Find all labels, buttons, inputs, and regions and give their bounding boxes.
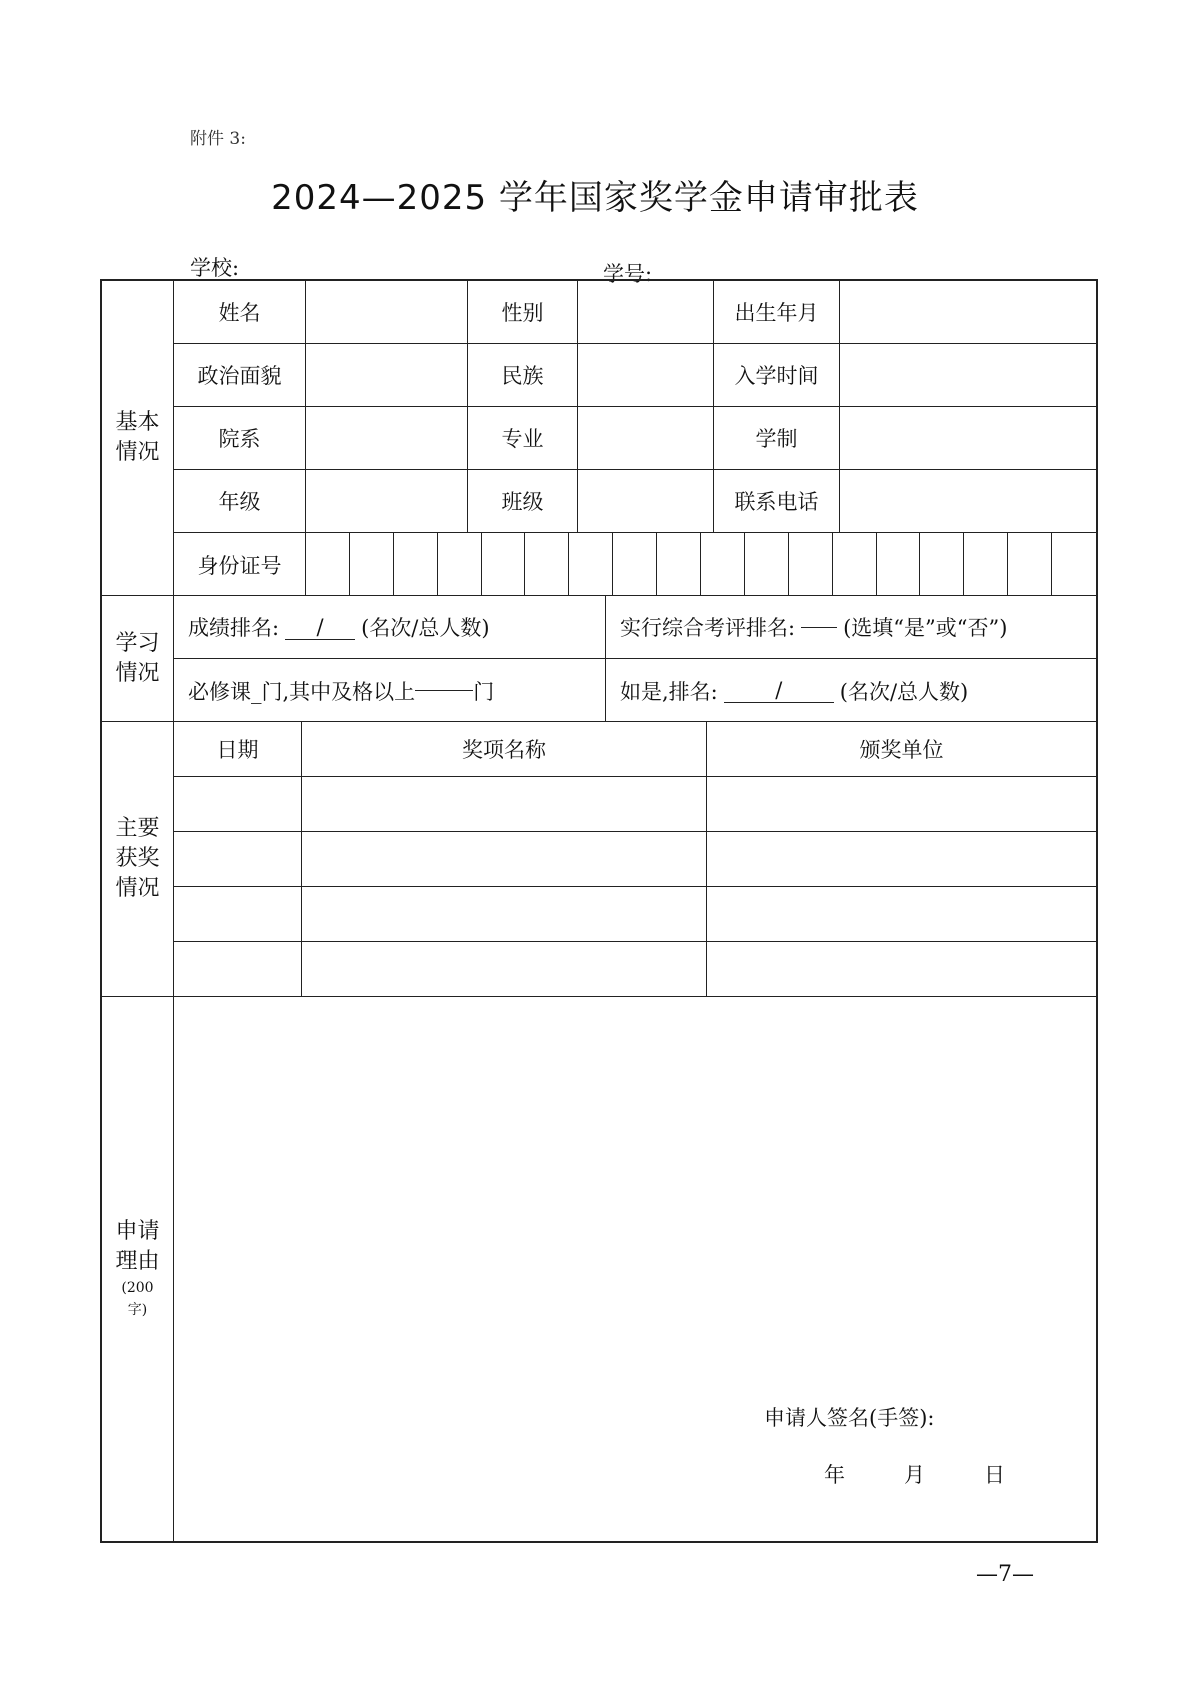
eval-label: 实行综合考评排名: (620, 616, 796, 640)
basic-row-4 (174, 470, 1096, 533)
id-digit-box[interactable] (920, 533, 964, 596)
reason-label: 申请理由 (200字) (102, 997, 174, 1541)
enroll-label: 入学时间 (714, 344, 840, 406)
grade-label: 年级 (174, 470, 306, 532)
issuer-header: 颁奖单位 (859, 738, 944, 762)
ifyes-cell (606, 659, 1096, 722)
id-digit-box[interactable] (1052, 533, 1096, 596)
rank-suffix: (名次/总人数) (361, 616, 490, 640)
course-cell (174, 659, 606, 722)
ifyes-blank[interactable]: / (724, 678, 834, 703)
award-row (174, 832, 1096, 887)
rank-label: 成绩排名: (188, 616, 280, 640)
student-no-label: 学号: (603, 262, 653, 286)
enroll-field[interactable] (840, 344, 1096, 406)
award-name-cell[interactable] (302, 777, 707, 831)
award-name-cell[interactable] (302, 832, 707, 886)
id-digit-box[interactable] (525, 533, 569, 596)
award-row (174, 887, 1096, 942)
award-date-cell[interactable] (174, 887, 302, 941)
award-issuer-cell[interactable] (707, 887, 1096, 941)
birth-label: 出生年月 (714, 281, 840, 343)
date-day: 日 (984, 1463, 1005, 1487)
page-number: —7— (976, 1562, 1034, 1587)
award-row (174, 777, 1096, 832)
course-unit: 门 (473, 679, 495, 704)
basic-row-1 (174, 281, 1096, 344)
id-row (174, 533, 1096, 596)
award-name-cell[interactable] (302, 887, 707, 941)
basic-row-3 (174, 407, 1096, 470)
attachment-label: 附件 3: (190, 129, 246, 149)
id-digit-box[interactable] (877, 533, 921, 596)
eval-blank[interactable] (801, 627, 837, 628)
word-limit: (200字) (121, 1280, 154, 1318)
study-section (102, 596, 1096, 722)
id-digit-box[interactable] (789, 533, 833, 596)
study-row-1 (174, 596, 1096, 659)
birth-field[interactable] (840, 281, 1096, 343)
awards-header-row (174, 722, 1096, 777)
id-digit-box[interactable] (350, 533, 394, 596)
award-date-cell[interactable] (174, 832, 302, 886)
ifyes-label: 如是,排名: (620, 679, 718, 704)
id-digit-box[interactable] (701, 533, 745, 596)
reason-section (102, 997, 1096, 1541)
id-digit-box[interactable] (745, 533, 789, 596)
political-label: 政治面貌 (174, 344, 306, 406)
id-digit-box[interactable] (306, 533, 350, 596)
class-label: 班级 (468, 470, 578, 532)
duration-field[interactable] (840, 407, 1096, 469)
award-row (174, 942, 1096, 997)
award-date-cell[interactable] (174, 942, 302, 997)
id-label: 身份证号 (174, 533, 306, 596)
basic-info-label: 基本情况 (102, 281, 174, 595)
page-title: 2024—2025 学年国家奖学金申请审批表 (271, 178, 919, 218)
id-digit-box[interactable] (1008, 533, 1052, 596)
eval-suffix: (选填“是”或“否”) (843, 616, 1008, 640)
class-field[interactable] (578, 470, 714, 532)
id-digit-box[interactable] (657, 533, 701, 596)
date-month: 月 (904, 1463, 925, 1487)
name-field[interactable] (306, 281, 468, 343)
study-row-2 (174, 659, 1096, 722)
awards-label: 主要获奖情况 (102, 722, 174, 996)
school-label: 学校: (190, 256, 240, 280)
phone-field[interactable] (840, 470, 1096, 532)
id-digit-box[interactable] (482, 533, 526, 596)
course-text: 必修课_门,其中及格以上 (188, 679, 416, 704)
date-year: 年 (824, 1463, 845, 1487)
study-label: 学习情况 (102, 596, 174, 721)
awards-section (102, 722, 1096, 997)
id-digit-box[interactable] (964, 533, 1008, 596)
signature-label: 申请人签名(手签): (764, 1406, 935, 1430)
id-digit-box[interactable] (438, 533, 482, 596)
ethnicity-label: 民族 (468, 344, 578, 406)
name-label: 姓名 (174, 281, 306, 343)
id-number-boxes (306, 533, 1096, 596)
rank-cell (174, 596, 606, 658)
ifyes-suffix: (名次/总人数) (839, 679, 969, 704)
gender-label: 性别 (468, 281, 578, 343)
award-name-header: 奖项名称 (302, 722, 707, 776)
gender-field[interactable] (578, 281, 714, 343)
id-digit-box[interactable] (613, 533, 657, 596)
duration-label: 学制 (714, 407, 840, 469)
reason-textarea[interactable] (174, 997, 1096, 1541)
award-issuer-cell[interactable] (707, 942, 1096, 997)
department-field[interactable] (306, 407, 468, 469)
award-issuer-cell[interactable] (707, 777, 1096, 831)
award-name-cell[interactable] (302, 942, 707, 997)
course-blank[interactable] (415, 690, 473, 691)
application-form (100, 279, 1098, 1543)
phone-label: 联系电话 (714, 470, 840, 532)
basic-row-2 (174, 344, 1096, 407)
rank-blank[interactable]: / (285, 615, 355, 640)
id-digit-box[interactable] (833, 533, 877, 596)
id-digit-box[interactable] (569, 533, 613, 596)
award-issuer-cell[interactable] (707, 832, 1096, 886)
eval-cell (606, 596, 1096, 658)
political-field[interactable] (306, 344, 468, 406)
grade-field[interactable] (306, 470, 468, 532)
award-date-cell[interactable] (174, 777, 302, 831)
date-header: 日期 (174, 722, 302, 776)
ethnicity-field[interactable] (578, 344, 714, 406)
id-digit-box[interactable] (394, 533, 438, 596)
basic-info-section (102, 281, 1096, 596)
major-field[interactable] (578, 407, 714, 469)
major-label: 专业 (468, 407, 578, 469)
department-label: 院系 (174, 407, 306, 469)
